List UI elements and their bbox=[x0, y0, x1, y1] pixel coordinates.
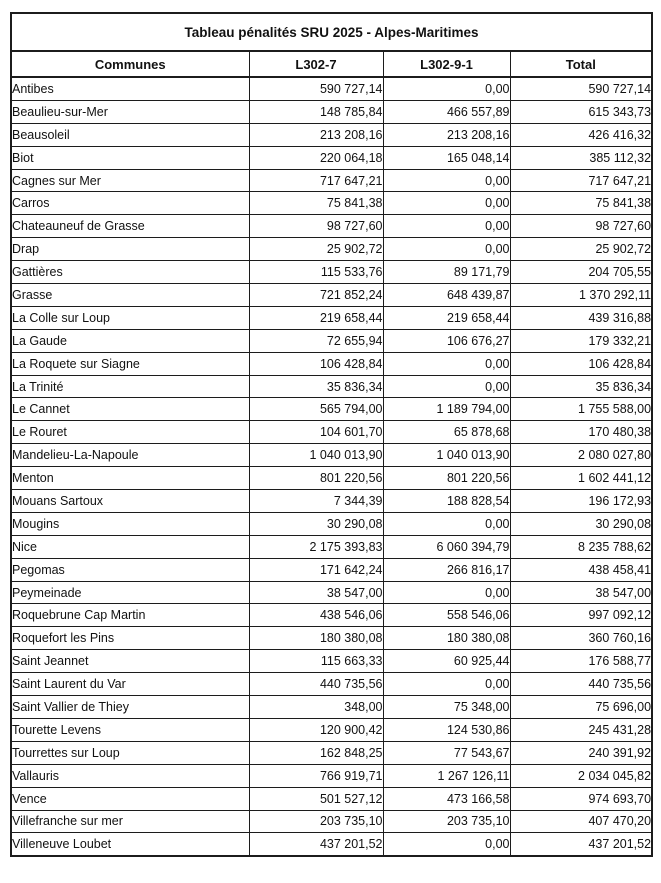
l302-7-cell: 565 794,00 bbox=[249, 398, 383, 421]
table-row bbox=[11, 192, 652, 215]
commune-cell: Beausoleil bbox=[11, 123, 249, 146]
l302-7-cell: 2 175 393,83 bbox=[249, 535, 383, 558]
commune-cell: Tourette Levens bbox=[11, 718, 249, 741]
l302-7-cell: 717 647,21 bbox=[249, 169, 383, 192]
l302-9-1-cell: 0,00 bbox=[383, 215, 510, 238]
l302-7-cell: 180 380,08 bbox=[249, 627, 383, 650]
commune-cell: Gattières bbox=[11, 261, 249, 284]
total-cell: 2 080 027,80 bbox=[510, 444, 652, 467]
total-cell: 176 588,77 bbox=[510, 650, 652, 673]
commune-cell: Le Rouret bbox=[11, 421, 249, 444]
table-row bbox=[11, 77, 652, 100]
l302-9-1-cell: 188 828,54 bbox=[383, 490, 510, 513]
table-body bbox=[11, 77, 652, 856]
table-row bbox=[11, 306, 652, 329]
l302-9-1-cell: 1 189 794,00 bbox=[383, 398, 510, 421]
table-row bbox=[11, 238, 652, 261]
l302-7-cell: 106 428,84 bbox=[249, 352, 383, 375]
total-cell: 75 841,38 bbox=[510, 192, 652, 215]
l302-9-1-cell: 648 439,87 bbox=[383, 284, 510, 307]
commune-cell: Saint Vallier de Thiey bbox=[11, 696, 249, 719]
total-cell: 360 760,16 bbox=[510, 627, 652, 650]
commune-cell: Antibes bbox=[11, 77, 249, 100]
column-header-l302-7: L302-7 bbox=[249, 51, 383, 77]
l302-9-1-cell: 213 208,16 bbox=[383, 123, 510, 146]
table-row bbox=[11, 718, 652, 741]
commune-cell: La Colle sur Loup bbox=[11, 306, 249, 329]
total-cell: 2 034 045,82 bbox=[510, 764, 652, 787]
total-cell: 98 727,60 bbox=[510, 215, 652, 238]
total-cell: 615 343,73 bbox=[510, 100, 652, 123]
l302-7-cell: 38 547,00 bbox=[249, 581, 383, 604]
commune-cell: Drap bbox=[11, 238, 249, 261]
commune-cell: Saint Laurent du Var bbox=[11, 673, 249, 696]
l302-9-1-cell: 0,00 bbox=[383, 673, 510, 696]
commune-cell: Nice bbox=[11, 535, 249, 558]
table-row bbox=[11, 329, 652, 352]
commune-cell: Biot bbox=[11, 146, 249, 169]
table-row bbox=[11, 673, 652, 696]
l302-7-cell: 30 290,08 bbox=[249, 512, 383, 535]
l302-7-cell: 35 836,34 bbox=[249, 375, 383, 398]
l302-9-1-cell: 266 816,17 bbox=[383, 558, 510, 581]
table-row bbox=[11, 650, 652, 673]
l302-9-1-cell: 203 735,10 bbox=[383, 810, 510, 833]
table-row bbox=[11, 444, 652, 467]
commune-cell: Roquefort les Pins bbox=[11, 627, 249, 650]
l302-7-cell: 72 655,94 bbox=[249, 329, 383, 352]
commune-cell: Saint Jeannet bbox=[11, 650, 249, 673]
total-cell: 440 735,56 bbox=[510, 673, 652, 696]
l302-9-1-cell: 60 925,44 bbox=[383, 650, 510, 673]
table-row bbox=[11, 604, 652, 627]
table-row bbox=[11, 169, 652, 192]
table-row bbox=[11, 512, 652, 535]
total-cell: 439 316,88 bbox=[510, 306, 652, 329]
l302-7-cell: 115 663,33 bbox=[249, 650, 383, 673]
l302-9-1-cell: 124 530,86 bbox=[383, 718, 510, 741]
l302-9-1-cell: 180 380,08 bbox=[383, 627, 510, 650]
l302-9-1-cell: 65 878,68 bbox=[383, 421, 510, 444]
total-cell: 1 755 588,00 bbox=[510, 398, 652, 421]
commune-cell: Peymeinade bbox=[11, 581, 249, 604]
total-cell: 179 332,21 bbox=[510, 329, 652, 352]
table-row bbox=[11, 558, 652, 581]
commune-cell: Mandelieu-La-Napoule bbox=[11, 444, 249, 467]
l302-7-cell: 104 601,70 bbox=[249, 421, 383, 444]
l302-7-cell: 213 208,16 bbox=[249, 123, 383, 146]
table-row bbox=[11, 696, 652, 719]
commune-cell: Pegomas bbox=[11, 558, 249, 581]
l302-9-1-cell: 1 267 126,11 bbox=[383, 764, 510, 787]
l302-9-1-cell: 0,00 bbox=[383, 833, 510, 856]
total-cell: 426 416,32 bbox=[510, 123, 652, 146]
total-cell: 974 693,70 bbox=[510, 787, 652, 810]
total-cell: 204 705,55 bbox=[510, 261, 652, 284]
table-row bbox=[11, 421, 652, 444]
table-row bbox=[11, 535, 652, 558]
total-cell: 170 480,38 bbox=[510, 421, 652, 444]
table-row bbox=[11, 398, 652, 421]
total-cell: 240 391,92 bbox=[510, 741, 652, 764]
table-row bbox=[11, 627, 652, 650]
l302-9-1-cell: 77 543,67 bbox=[383, 741, 510, 764]
commune-cell: La Trinité bbox=[11, 375, 249, 398]
penalties-table bbox=[10, 12, 653, 857]
column-header-l302-9-1: L302-9-1 bbox=[383, 51, 510, 77]
table-row bbox=[11, 100, 652, 123]
l302-9-1-cell: 558 546,06 bbox=[383, 604, 510, 627]
total-cell: 385 112,32 bbox=[510, 146, 652, 169]
l302-9-1-cell: 106 676,27 bbox=[383, 329, 510, 352]
commune-cell: La Gaude bbox=[11, 329, 249, 352]
total-cell: 196 172,93 bbox=[510, 490, 652, 513]
total-cell: 75 696,00 bbox=[510, 696, 652, 719]
l302-9-1-cell: 0,00 bbox=[383, 352, 510, 375]
commune-cell: Chateauneuf de Grasse bbox=[11, 215, 249, 238]
table-row bbox=[11, 787, 652, 810]
table-title-row bbox=[11, 13, 652, 51]
l302-7-cell: 766 919,71 bbox=[249, 764, 383, 787]
l302-7-cell: 219 658,44 bbox=[249, 306, 383, 329]
commune-cell: Villefranche sur mer bbox=[11, 810, 249, 833]
l302-7-cell: 98 727,60 bbox=[249, 215, 383, 238]
table-row bbox=[11, 215, 652, 238]
l302-9-1-cell: 165 048,14 bbox=[383, 146, 510, 169]
l302-7-cell: 75 841,38 bbox=[249, 192, 383, 215]
l302-9-1-cell: 0,00 bbox=[383, 169, 510, 192]
l302-9-1-cell: 0,00 bbox=[383, 375, 510, 398]
commune-cell: Mouans Sartoux bbox=[11, 490, 249, 513]
total-cell: 717 647,21 bbox=[510, 169, 652, 192]
table-row bbox=[11, 810, 652, 833]
total-cell: 35 836,34 bbox=[510, 375, 652, 398]
table-row bbox=[11, 581, 652, 604]
table-title: Tableau pénalités SRU 2025 - Alpes-Maritimes bbox=[11, 13, 652, 51]
total-cell: 437 201,52 bbox=[510, 833, 652, 856]
table-header-row bbox=[11, 51, 652, 77]
commune-cell: Carros bbox=[11, 192, 249, 215]
l302-7-cell: 438 546,06 bbox=[249, 604, 383, 627]
total-cell: 407 470,20 bbox=[510, 810, 652, 833]
l302-7-cell: 801 220,56 bbox=[249, 467, 383, 490]
commune-cell: Beaulieu-sur-Mer bbox=[11, 100, 249, 123]
total-cell: 590 727,14 bbox=[510, 77, 652, 100]
table-row bbox=[11, 352, 652, 375]
l302-7-cell: 171 642,24 bbox=[249, 558, 383, 581]
column-header-communes: Communes bbox=[11, 51, 249, 77]
total-cell: 245 431,28 bbox=[510, 718, 652, 741]
commune-cell: Le Cannet bbox=[11, 398, 249, 421]
commune-cell: Tourrettes sur Loup bbox=[11, 741, 249, 764]
table-row bbox=[11, 467, 652, 490]
l302-7-cell: 501 527,12 bbox=[249, 787, 383, 810]
l302-7-cell: 220 064,18 bbox=[249, 146, 383, 169]
l302-9-1-cell: 219 658,44 bbox=[383, 306, 510, 329]
l302-9-1-cell: 801 220,56 bbox=[383, 467, 510, 490]
l302-9-1-cell: 1 040 013,90 bbox=[383, 444, 510, 467]
commune-cell: Roquebrune Cap Martin bbox=[11, 604, 249, 627]
l302-9-1-cell: 473 166,58 bbox=[383, 787, 510, 810]
total-cell: 30 290,08 bbox=[510, 512, 652, 535]
table-row bbox=[11, 490, 652, 513]
total-cell: 38 547,00 bbox=[510, 581, 652, 604]
commune-cell: Vence bbox=[11, 787, 249, 810]
l302-9-1-cell: 0,00 bbox=[383, 238, 510, 261]
table-row bbox=[11, 261, 652, 284]
l302-7-cell: 203 735,10 bbox=[249, 810, 383, 833]
table-row bbox=[11, 764, 652, 787]
l302-7-cell: 162 848,25 bbox=[249, 741, 383, 764]
total-cell: 438 458,41 bbox=[510, 558, 652, 581]
l302-7-cell: 25 902,72 bbox=[249, 238, 383, 261]
table-row bbox=[11, 833, 652, 856]
penalties-table-container bbox=[10, 12, 653, 857]
l302-7-cell: 721 852,24 bbox=[249, 284, 383, 307]
commune-cell: Villeneuve Loubet bbox=[11, 833, 249, 856]
l302-9-1-cell: 0,00 bbox=[383, 512, 510, 535]
l302-9-1-cell: 0,00 bbox=[383, 581, 510, 604]
total-cell: 997 092,12 bbox=[510, 604, 652, 627]
l302-7-cell: 437 201,52 bbox=[249, 833, 383, 856]
commune-cell: La Roquete sur Siagne bbox=[11, 352, 249, 375]
l302-7-cell: 7 344,39 bbox=[249, 490, 383, 513]
table-row bbox=[11, 741, 652, 764]
commune-cell: Vallauris bbox=[11, 764, 249, 787]
table-row bbox=[11, 284, 652, 307]
total-cell: 1 370 292,11 bbox=[510, 284, 652, 307]
table-row bbox=[11, 123, 652, 146]
l302-9-1-cell: 0,00 bbox=[383, 77, 510, 100]
commune-cell: Mougins bbox=[11, 512, 249, 535]
l302-7-cell: 115 533,76 bbox=[249, 261, 383, 284]
l302-9-1-cell: 0,00 bbox=[383, 192, 510, 215]
l302-7-cell: 440 735,56 bbox=[249, 673, 383, 696]
l302-7-cell: 120 900,42 bbox=[249, 718, 383, 741]
commune-cell: Cagnes sur Mer bbox=[11, 169, 249, 192]
l302-9-1-cell: 75 348,00 bbox=[383, 696, 510, 719]
total-cell: 106 428,84 bbox=[510, 352, 652, 375]
l302-7-cell: 348,00 bbox=[249, 696, 383, 719]
commune-cell: Menton bbox=[11, 467, 249, 490]
l302-9-1-cell: 6 060 394,79 bbox=[383, 535, 510, 558]
l302-7-cell: 1 040 013,90 bbox=[249, 444, 383, 467]
commune-cell: Grasse bbox=[11, 284, 249, 307]
total-cell: 8 235 788,62 bbox=[510, 535, 652, 558]
table-row bbox=[11, 146, 652, 169]
l302-9-1-cell: 89 171,79 bbox=[383, 261, 510, 284]
l302-7-cell: 148 785,84 bbox=[249, 100, 383, 123]
table-row bbox=[11, 375, 652, 398]
column-header-total: Total bbox=[510, 51, 652, 77]
l302-9-1-cell: 466 557,89 bbox=[383, 100, 510, 123]
total-cell: 1 602 441,12 bbox=[510, 467, 652, 490]
total-cell: 25 902,72 bbox=[510, 238, 652, 261]
l302-7-cell: 590 727,14 bbox=[249, 77, 383, 100]
